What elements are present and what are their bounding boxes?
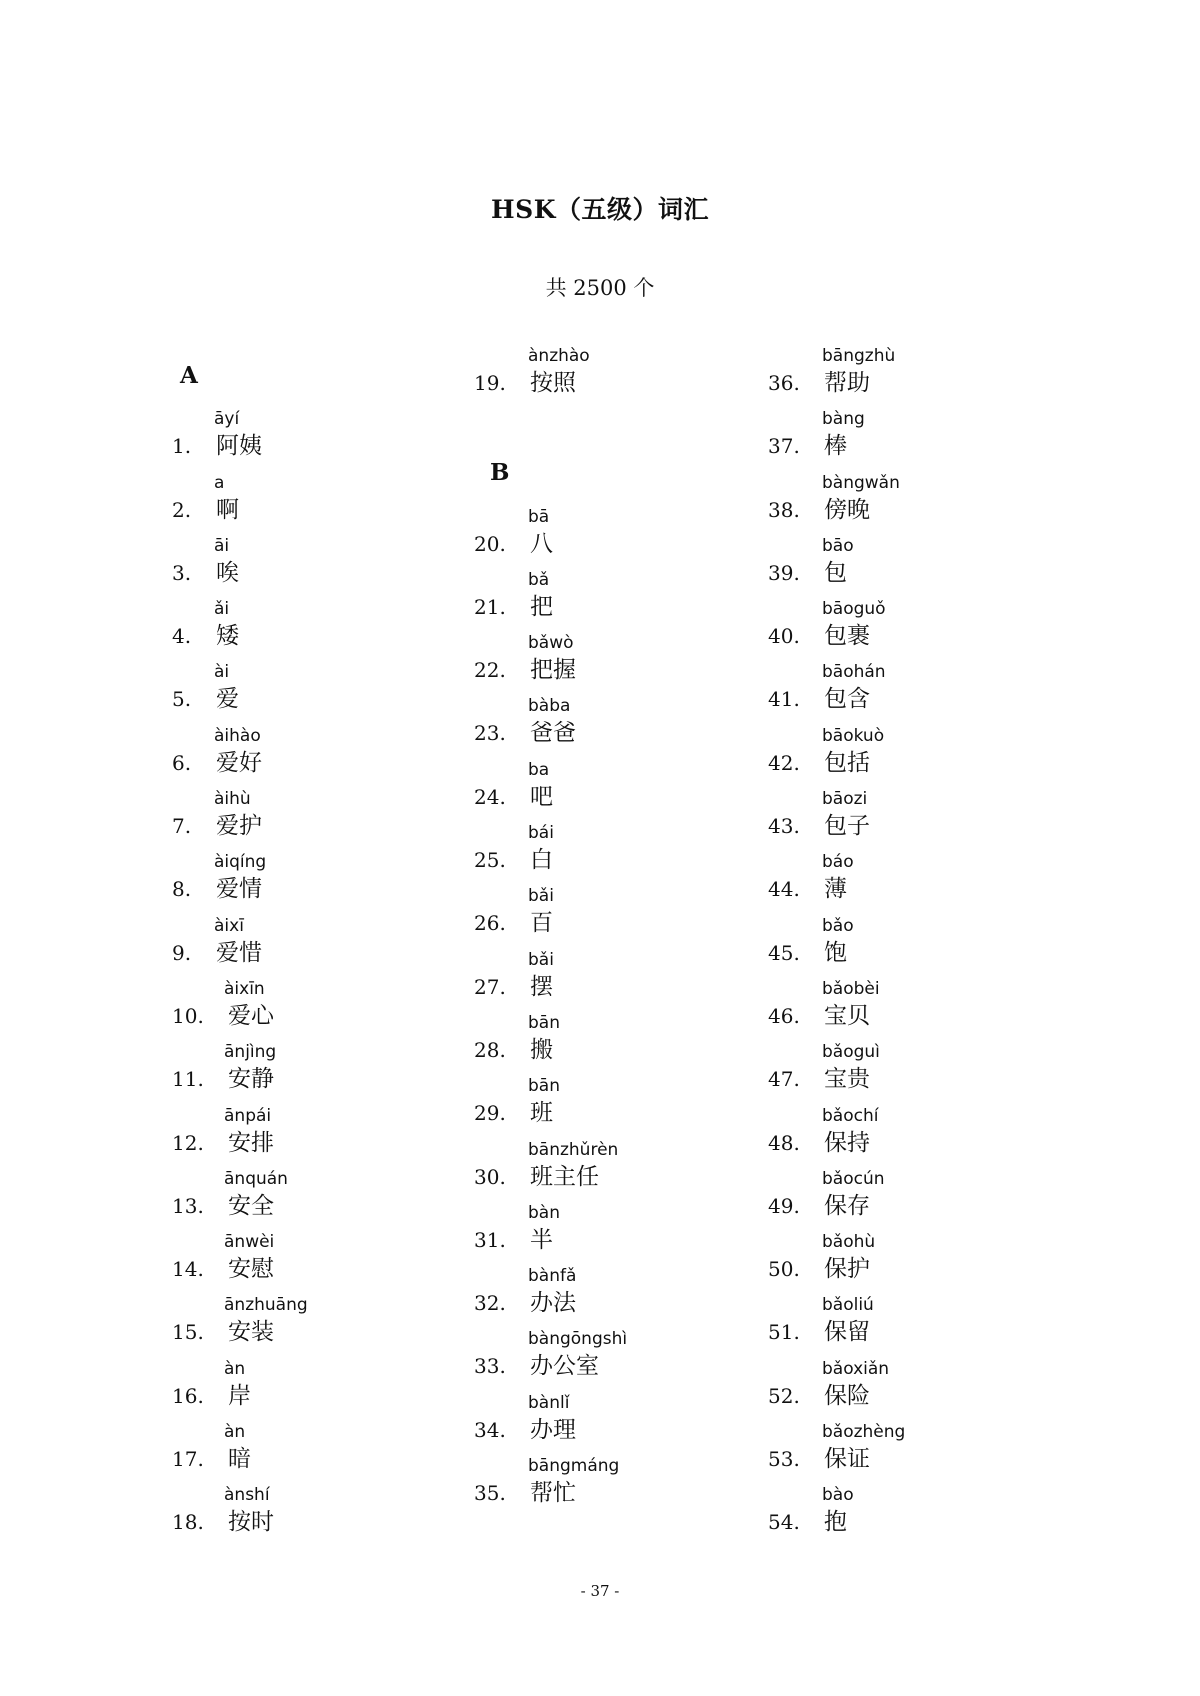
pinyin: āyí bbox=[214, 409, 240, 430]
vocab-entry bbox=[770, 916, 1070, 979]
vocab-entry bbox=[476, 886, 776, 949]
vocab-entry bbox=[770, 1422, 1070, 1485]
pinyin: ānquán bbox=[224, 1168, 288, 1189]
hanzi-word: 包含 bbox=[824, 686, 870, 713]
vocab-entry bbox=[172, 978, 480, 1042]
entry-number: 34. bbox=[474, 1417, 506, 1442]
pinyin: bǎobèi bbox=[822, 978, 880, 999]
entry-row bbox=[768, 1507, 847, 1539]
hanzi-word: 吧 bbox=[530, 783, 553, 810]
entry-number: 29. bbox=[474, 1101, 506, 1126]
vocab-entry bbox=[476, 1203, 776, 1266]
vocab-entry bbox=[172, 535, 480, 599]
hanzi-word: 帮助 bbox=[824, 370, 870, 396]
entry-row bbox=[474, 782, 553, 814]
entry-row bbox=[768, 748, 870, 780]
entry-row bbox=[172, 495, 239, 527]
pinyin: bāoguǒ bbox=[822, 599, 886, 620]
vocab-entry bbox=[476, 633, 776, 696]
section-letter bbox=[476, 443, 776, 506]
vocab-entry bbox=[476, 823, 776, 886]
hanzi-word: 安全 bbox=[228, 1192, 274, 1219]
pinyin: bái bbox=[528, 823, 554, 844]
entry-number: 44. bbox=[768, 877, 800, 902]
vocab-entry bbox=[476, 1393, 776, 1456]
entry-row bbox=[768, 1381, 870, 1413]
entry-number: 14. bbox=[172, 1257, 204, 1282]
pinyin: ànzhào bbox=[528, 346, 590, 366]
vocab-entry bbox=[770, 536, 1070, 599]
vocab-entry bbox=[770, 1169, 1070, 1232]
entry-number: 22. bbox=[474, 658, 506, 683]
entry-row bbox=[768, 684, 870, 716]
entry-number: 4. bbox=[172, 624, 192, 649]
section-letter-label: B bbox=[490, 459, 510, 487]
entry-row bbox=[172, 938, 262, 970]
entry-row bbox=[474, 1225, 553, 1257]
entry-number: 48. bbox=[768, 1130, 800, 1155]
entry-number: 20. bbox=[474, 531, 506, 556]
hanzi-word: 八 bbox=[530, 530, 553, 557]
pinyin: bǎohù bbox=[822, 1232, 876, 1253]
pinyin: ānwèi bbox=[224, 1232, 275, 1253]
page-number: - 37 - bbox=[580, 1582, 620, 1600]
vocab-entry bbox=[770, 662, 1070, 725]
hanzi-word: 宝贵 bbox=[824, 1066, 870, 1093]
pinyin: àihù bbox=[214, 789, 251, 810]
pinyin: ànshí bbox=[224, 1485, 270, 1506]
vocab-entry bbox=[476, 1013, 776, 1076]
pinyin: ānjìng bbox=[224, 1042, 277, 1063]
entry-row bbox=[474, 1098, 553, 1130]
vocab-entry bbox=[770, 346, 1070, 409]
vocab-entry bbox=[172, 599, 480, 662]
pinyin: ba bbox=[528, 759, 550, 780]
vocab-entry bbox=[172, 789, 480, 852]
hanzi-word: 保证 bbox=[824, 1446, 870, 1473]
pinyin: ānzhuāng bbox=[224, 1295, 308, 1316]
entry-number: 42. bbox=[768, 750, 800, 775]
pinyin: ānpái bbox=[224, 1105, 272, 1126]
pinyin: bāngmáng bbox=[528, 1456, 620, 1477]
hanzi-word: 班 bbox=[530, 1100, 553, 1127]
page-title: HSK（五级）词汇 bbox=[491, 195, 709, 224]
vocab-entry bbox=[770, 1106, 1070, 1169]
entry-number: 47. bbox=[768, 1067, 800, 1092]
entry-number: 3. bbox=[172, 560, 192, 585]
entry-row bbox=[768, 1444, 870, 1476]
entry-row bbox=[474, 1288, 576, 1320]
pinyin: àixīn bbox=[224, 978, 265, 999]
vocab-entry bbox=[770, 473, 1070, 536]
pinyin: bǎ bbox=[528, 569, 550, 590]
pinyin: bàngōngshì bbox=[528, 1329, 628, 1350]
entry-row bbox=[768, 368, 870, 400]
vocab-entry bbox=[172, 1485, 480, 1548]
vocab-entry bbox=[172, 1105, 480, 1169]
pinyin: àn bbox=[224, 1422, 246, 1443]
vocab-entry bbox=[172, 409, 480, 472]
hanzi-word: 爱心 bbox=[228, 1002, 274, 1029]
entry-row bbox=[768, 1001, 870, 1033]
entry-row bbox=[172, 431, 262, 463]
entry-row bbox=[474, 1478, 576, 1510]
vocab-entry bbox=[476, 1329, 776, 1392]
hanzi-word: 保险 bbox=[824, 1382, 870, 1409]
vocab-entry bbox=[172, 1042, 480, 1105]
entry-row bbox=[172, 1317, 274, 1349]
entry-row bbox=[172, 1254, 274, 1286]
vocab-entry bbox=[172, 1168, 480, 1232]
entry-number: 19. bbox=[474, 371, 506, 395]
hanzi-word: 包裹 bbox=[824, 623, 870, 650]
vocab-column-1 bbox=[172, 346, 480, 1549]
entry-row bbox=[474, 908, 553, 940]
pinyin: bā bbox=[528, 506, 550, 527]
entry-number: 8. bbox=[172, 877, 192, 902]
entry-row bbox=[172, 684, 239, 716]
pinyin: bàba bbox=[528, 696, 571, 717]
hanzi-word: 百 bbox=[530, 910, 553, 937]
entry-row bbox=[172, 1128, 274, 1160]
hanzi-word: 半 bbox=[530, 1226, 553, 1253]
vocab-entry bbox=[476, 1266, 776, 1329]
vocab-entry bbox=[770, 789, 1070, 852]
vocab-entry bbox=[476, 346, 776, 409]
pinyin: ài bbox=[214, 662, 230, 683]
hanzi-word: 薄 bbox=[824, 876, 847, 903]
entry-number: 54. bbox=[768, 1510, 800, 1535]
hanzi-word: 办理 bbox=[530, 1416, 576, 1443]
entry-number: 24. bbox=[474, 784, 506, 809]
entry-row bbox=[474, 655, 576, 687]
pinyin: bǎi bbox=[528, 886, 554, 907]
entry-row bbox=[474, 1415, 576, 1447]
entry-row bbox=[172, 1507, 274, 1539]
pinyin: àihào bbox=[214, 725, 261, 746]
entry-row bbox=[474, 368, 576, 400]
entry-row bbox=[172, 621, 239, 653]
hanzi-word: 把 bbox=[530, 593, 553, 620]
entry-row bbox=[172, 558, 239, 590]
pinyin: bǎozhèng bbox=[822, 1422, 906, 1443]
hanzi-word: 摆 bbox=[530, 973, 553, 1000]
entry-number: 23. bbox=[474, 721, 506, 746]
hanzi-word: 爸爸 bbox=[530, 720, 576, 747]
vocab-entry bbox=[476, 1076, 776, 1139]
entry-row bbox=[768, 1128, 870, 1160]
hanzi-word: 宝贝 bbox=[824, 1002, 870, 1029]
hanzi-word: 办公室 bbox=[530, 1353, 599, 1380]
pinyin: bǎocún bbox=[822, 1168, 885, 1189]
vocab-entry bbox=[770, 1295, 1070, 1358]
vocab-entry bbox=[172, 725, 480, 789]
pinyin: bàn bbox=[528, 1202, 560, 1223]
entry-row bbox=[768, 811, 870, 843]
entry-row bbox=[172, 811, 262, 843]
vocab-entry bbox=[770, 1232, 1070, 1295]
entry-row bbox=[474, 1162, 599, 1194]
pinyin: bǎo bbox=[822, 915, 854, 936]
entry-row bbox=[768, 558, 847, 590]
hanzi-word: 矮 bbox=[216, 623, 239, 650]
entry-number: 38. bbox=[768, 497, 800, 522]
entry-row bbox=[768, 621, 870, 653]
vocab-entry bbox=[476, 760, 776, 823]
vocab-entry bbox=[770, 852, 1070, 915]
entry-number: 40. bbox=[768, 624, 800, 649]
entry-number: 10. bbox=[172, 1003, 204, 1028]
section-letter-label: A bbox=[180, 362, 198, 389]
entry-number: 46. bbox=[768, 1003, 800, 1028]
entry-row bbox=[474, 718, 576, 750]
entry-number: 36. bbox=[768, 371, 800, 395]
entry-number: 45. bbox=[768, 940, 800, 965]
entry-row bbox=[768, 1064, 870, 1096]
entry-number: 51. bbox=[768, 1320, 800, 1345]
entry-row bbox=[474, 1351, 599, 1383]
entry-row bbox=[474, 845, 553, 877]
entry-number: 37. bbox=[768, 434, 800, 459]
pinyin: bǎwò bbox=[528, 633, 574, 654]
vocab-entry bbox=[172, 915, 480, 979]
pinyin: bāo bbox=[822, 535, 854, 556]
entry-row bbox=[172, 1001, 274, 1033]
hanzi-word: 傍晚 bbox=[824, 496, 870, 523]
entry-row bbox=[474, 592, 553, 624]
hanzi-word: 安静 bbox=[228, 1066, 274, 1093]
pinyin: bānzhǔrèn bbox=[528, 1139, 619, 1160]
entry-number: 6. bbox=[172, 750, 192, 775]
vocab-entry bbox=[476, 1456, 776, 1519]
hanzi-word: 班主任 bbox=[530, 1163, 599, 1190]
entry-row bbox=[768, 1191, 870, 1223]
vocab-entry bbox=[172, 1295, 480, 1358]
entry-number: 33. bbox=[474, 1354, 506, 1379]
hanzi-word: 安装 bbox=[228, 1319, 274, 1346]
pinyin: āi bbox=[214, 535, 230, 556]
hanzi-word: 岸 bbox=[228, 1382, 251, 1409]
entry-row bbox=[768, 431, 847, 463]
hanzi-word: 包括 bbox=[824, 749, 870, 776]
entry-number: 32. bbox=[474, 1291, 506, 1316]
entry-row bbox=[172, 874, 262, 906]
entry-row bbox=[768, 874, 847, 906]
column-spacer bbox=[476, 409, 776, 443]
entry-number: 31. bbox=[474, 1227, 506, 1252]
pinyin: àiqíng bbox=[214, 852, 267, 873]
hanzi-word: 办法 bbox=[530, 1290, 576, 1317]
entry-row bbox=[474, 1035, 553, 1067]
hanzi-word: 包 bbox=[824, 559, 847, 586]
hanzi-word: 爱惜 bbox=[216, 939, 262, 966]
hanzi-word: 安排 bbox=[228, 1129, 274, 1156]
hanzi-word: 安慰 bbox=[228, 1256, 274, 1283]
entry-number: 15. bbox=[172, 1320, 204, 1345]
entry-row bbox=[172, 748, 262, 780]
hanzi-word: 爱 bbox=[216, 686, 239, 713]
pinyin: bān bbox=[528, 1076, 560, 1097]
section-letter bbox=[180, 346, 480, 409]
pinyin: bào bbox=[822, 1485, 854, 1506]
entry-number: 26. bbox=[474, 911, 506, 936]
hanzi-word: 啊 bbox=[216, 496, 239, 523]
pinyin: bǎoxiǎn bbox=[822, 1358, 890, 1379]
hanzi-word: 保持 bbox=[824, 1129, 870, 1156]
word-count: 共 2500 个 bbox=[545, 276, 655, 300]
hanzi-word: 包子 bbox=[824, 813, 870, 840]
vocab-entry bbox=[476, 950, 776, 1013]
hanzi-word: 棒 bbox=[824, 433, 847, 460]
entry-row bbox=[768, 495, 870, 527]
entry-number: 1. bbox=[172, 434, 192, 459]
hanzi-word: 阿姨 bbox=[216, 433, 262, 460]
entry-number: 49. bbox=[768, 1193, 800, 1218]
entry-number: 2. bbox=[172, 497, 192, 522]
hanzi-word: 保留 bbox=[824, 1319, 870, 1346]
hanzi-word: 暗 bbox=[228, 1446, 251, 1473]
hanzi-word: 爱护 bbox=[216, 813, 262, 840]
entry-number: 11. bbox=[172, 1067, 204, 1092]
entry-number: 53. bbox=[768, 1447, 800, 1472]
pinyin: bàng bbox=[822, 409, 865, 430]
pinyin: ǎi bbox=[214, 599, 230, 620]
vocab-entry bbox=[770, 1359, 1070, 1422]
vocab-column-2 bbox=[476, 346, 776, 1519]
pinyin: bāohán bbox=[822, 662, 886, 683]
pinyin: bǎochí bbox=[822, 1105, 879, 1126]
entry-number: 21. bbox=[474, 594, 506, 619]
entry-number: 5. bbox=[172, 687, 192, 712]
vocab-entry bbox=[770, 979, 1070, 1042]
entry-row bbox=[768, 1254, 870, 1286]
pinyin: àixī bbox=[214, 915, 244, 936]
vocab-entry bbox=[770, 726, 1070, 789]
vocab-entry bbox=[770, 409, 1070, 472]
pinyin: bān bbox=[528, 1012, 560, 1033]
hanzi-word: 饱 bbox=[824, 939, 847, 966]
pinyin: bàngwǎn bbox=[822, 472, 900, 493]
entry-number: 17. bbox=[172, 1447, 204, 1472]
hanzi-word: 爱情 bbox=[216, 876, 262, 903]
entry-row bbox=[172, 1191, 274, 1223]
vocab-entry bbox=[770, 1042, 1070, 1105]
entry-number: 41. bbox=[768, 687, 800, 712]
vocab-entry bbox=[172, 1422, 480, 1485]
entry-number: 52. bbox=[768, 1383, 800, 1408]
entry-number: 28. bbox=[474, 1037, 506, 1062]
vocab-entry bbox=[172, 852, 480, 915]
pinyin: bāokuò bbox=[822, 725, 885, 746]
vocab-entry bbox=[172, 1232, 480, 1295]
vocab-entry bbox=[770, 599, 1070, 662]
entry-number: 50. bbox=[768, 1257, 800, 1282]
entry-number: 13. bbox=[172, 1193, 204, 1218]
hanzi-word: 把握 bbox=[530, 657, 576, 684]
vocab-column-3 bbox=[770, 346, 1070, 1549]
hanzi-word: 按时 bbox=[228, 1509, 274, 1536]
vocab-entry bbox=[172, 1358, 480, 1422]
entry-row bbox=[172, 1381, 251, 1413]
hanzi-word: 唉 bbox=[216, 559, 239, 586]
hanzi-word: 保存 bbox=[824, 1192, 870, 1219]
entry-row bbox=[172, 1064, 274, 1096]
pinyin: bànfǎ bbox=[528, 1266, 577, 1287]
pinyin: báo bbox=[822, 852, 854, 873]
pinyin: bànlǐ bbox=[528, 1392, 570, 1413]
entry-number: 7. bbox=[172, 814, 192, 839]
pinyin: bǎi bbox=[528, 949, 554, 970]
entry-row bbox=[474, 972, 553, 1004]
vocab-entry bbox=[770, 1485, 1070, 1548]
hanzi-word: 爱好 bbox=[216, 749, 262, 776]
entry-number: 16. bbox=[172, 1383, 204, 1408]
entry-number: 12. bbox=[172, 1130, 204, 1155]
pinyin: bāozi bbox=[822, 789, 868, 810]
entry-number: 27. bbox=[474, 974, 506, 999]
vocab-entry bbox=[476, 696, 776, 759]
hanzi-word: 抱 bbox=[824, 1509, 847, 1536]
entry-number: 30. bbox=[474, 1164, 506, 1189]
entry-row bbox=[172, 1444, 251, 1476]
vocab-entry bbox=[172, 472, 480, 536]
hanzi-word: 帮忙 bbox=[530, 1480, 576, 1507]
pinyin: a bbox=[214, 472, 225, 493]
vocab-entry bbox=[476, 570, 776, 633]
vocab-entry bbox=[476, 1140, 776, 1203]
pinyin: bāngzhù bbox=[822, 346, 896, 366]
hanzi-word: 按照 bbox=[530, 370, 576, 396]
entry-number: 9. bbox=[172, 940, 192, 965]
entry-row bbox=[474, 529, 553, 561]
vocab-entry bbox=[476, 507, 776, 570]
pinyin: àn bbox=[224, 1358, 246, 1379]
hanzi-word: 搬 bbox=[530, 1036, 553, 1063]
vocab-entry bbox=[172, 662, 480, 725]
entry-number: 39. bbox=[768, 560, 800, 585]
entry-number: 25. bbox=[474, 848, 506, 873]
hanzi-word: 白 bbox=[530, 847, 553, 874]
entry-number: 18. bbox=[172, 1510, 204, 1535]
pinyin: bǎoliú bbox=[822, 1295, 874, 1316]
hanzi-word: 保护 bbox=[824, 1256, 870, 1283]
pinyin: bǎoguì bbox=[822, 1042, 880, 1063]
entry-row bbox=[768, 938, 847, 970]
entry-row bbox=[768, 1317, 870, 1349]
entry-number: 35. bbox=[474, 1481, 506, 1506]
entry-number: 43. bbox=[768, 814, 800, 839]
